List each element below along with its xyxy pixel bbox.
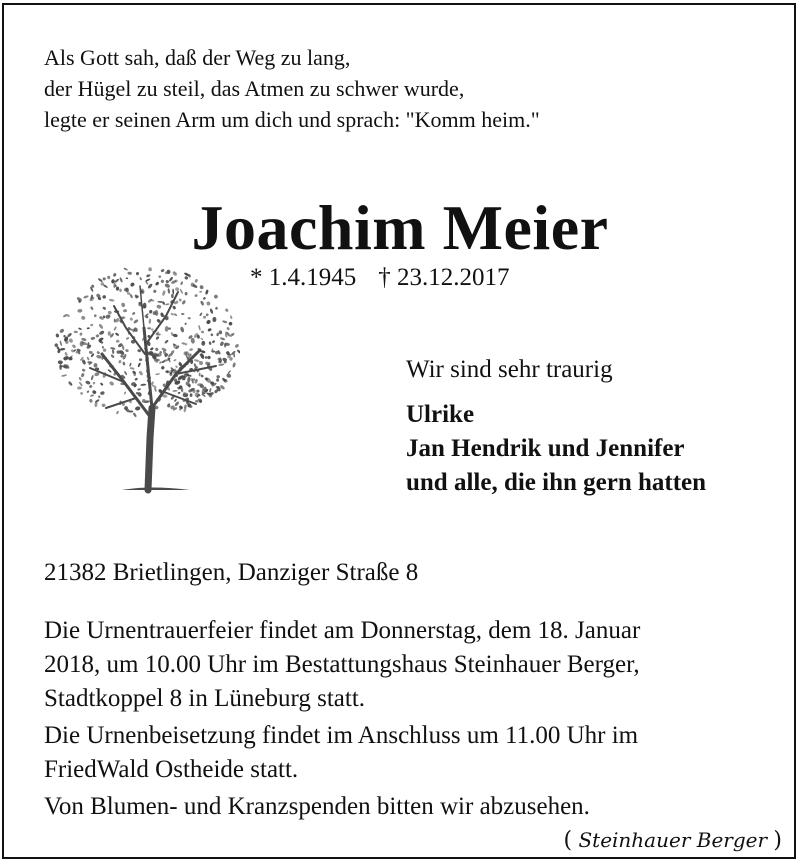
tree-leaf xyxy=(86,390,89,393)
tree-leaf xyxy=(170,312,174,316)
tree-leaf xyxy=(180,326,185,333)
tree-leaf xyxy=(137,362,141,367)
deceased-name: Joachim Meier xyxy=(191,192,609,263)
tree-leaf xyxy=(185,292,188,296)
mourner-names xyxy=(406,398,706,500)
tree-leaf xyxy=(78,327,82,330)
paragraph-line: Die Urnentrauerfeier findet am Donnerstag, dem 18. Januar xyxy=(44,617,641,644)
tree-leaf xyxy=(129,363,132,367)
tree-leaf xyxy=(187,317,191,320)
tree-leaf xyxy=(155,373,160,375)
tree-leaf xyxy=(181,313,185,315)
tree-leaf xyxy=(92,390,97,395)
tree-leaf xyxy=(190,337,195,343)
tree-leaf xyxy=(99,330,105,336)
tree-leaf xyxy=(122,361,125,365)
tree-leaf xyxy=(216,378,219,382)
tree-leaf xyxy=(222,357,228,362)
tree-leaf xyxy=(90,306,94,310)
burial-paragraph xyxy=(44,719,774,787)
tree-leaf xyxy=(98,323,104,329)
tree-leaf xyxy=(89,399,93,403)
tree-leaf xyxy=(180,281,183,285)
tree-leaf xyxy=(85,380,91,385)
tree-leaf xyxy=(139,358,143,361)
tree-leaf xyxy=(181,300,186,305)
tree-leaf xyxy=(72,344,77,349)
poem-line: der Hügel zu steil, das Atmen zu schwer wurde, xyxy=(44,76,465,101)
signature-text: Steinhauer Berger xyxy=(578,828,768,852)
tree-leaf xyxy=(160,365,165,370)
tree-leaf xyxy=(165,326,169,332)
tree-leaf xyxy=(199,285,204,290)
tree-leaf xyxy=(102,295,106,299)
tree-leaf xyxy=(116,286,120,290)
tree-leaf xyxy=(123,267,128,270)
tree-leaf xyxy=(160,279,164,283)
tree-leaf xyxy=(102,346,104,349)
tree-leaf xyxy=(201,330,205,333)
tree-leaf xyxy=(212,317,216,322)
tree-leaf xyxy=(196,389,200,393)
tree-leaf xyxy=(113,326,117,331)
tree-leaf xyxy=(105,314,111,320)
tree-leaf xyxy=(209,388,212,393)
tree-leaf xyxy=(232,362,236,368)
mourner-name: Jan Hendrik und Jennifer xyxy=(406,435,685,462)
tree-leaf xyxy=(100,382,104,386)
tree-leaf xyxy=(102,306,106,310)
tree-leaf xyxy=(226,326,230,330)
tree-leaf xyxy=(151,328,154,331)
tree-leaf xyxy=(78,381,83,386)
tree-leaf xyxy=(79,332,83,336)
tree-leaf xyxy=(121,302,126,307)
tree-leaf xyxy=(98,395,101,398)
tree-leaf xyxy=(178,392,181,394)
tree-leaf xyxy=(87,361,92,364)
tree-leaf xyxy=(175,287,180,291)
tree-leaf xyxy=(94,314,97,317)
tree-leaf xyxy=(156,304,162,309)
tree-leaf xyxy=(230,350,236,356)
tree-leaf xyxy=(212,340,216,344)
tree-leaf xyxy=(109,298,115,302)
tree-leaf xyxy=(130,367,135,370)
tree-leaf xyxy=(110,354,115,359)
tree-leaf xyxy=(183,404,187,409)
tree-leaf xyxy=(100,391,105,396)
tree-leaf xyxy=(140,383,146,386)
tree-leaf xyxy=(81,315,86,320)
tree-leaf xyxy=(116,340,120,343)
tree-leaf xyxy=(172,271,178,277)
tree-leaf xyxy=(203,315,207,318)
tree-leaf xyxy=(138,370,143,376)
tree-leaf xyxy=(147,327,151,329)
tree-leaf xyxy=(124,391,127,395)
tree-leaf xyxy=(127,272,132,275)
tree-leaf xyxy=(55,333,59,338)
tree-leaf xyxy=(237,349,240,354)
tree-leaf xyxy=(162,290,166,296)
tree-leaf xyxy=(167,288,170,294)
mourners-block xyxy=(406,352,706,500)
tree-leaf xyxy=(90,336,95,340)
tree-leaf xyxy=(59,364,62,370)
tree-leaf xyxy=(68,338,73,344)
tree-leaf xyxy=(173,359,176,362)
tree-leaf xyxy=(89,384,93,388)
tree-leaf xyxy=(206,319,212,325)
tree-leaf xyxy=(171,294,174,298)
tree-leaf xyxy=(74,331,78,334)
tree-leaf xyxy=(102,277,106,281)
tree-leaf xyxy=(60,348,66,351)
tree-leaf xyxy=(83,295,89,299)
tree-leaf xyxy=(194,359,200,363)
birth-date: * 1.4.1945 xyxy=(250,264,357,291)
tree-leaf xyxy=(115,332,120,336)
tree-leaf xyxy=(112,349,115,354)
mourning-statement: Wir sind sehr traurig xyxy=(406,356,613,383)
tree-leaf xyxy=(172,333,178,337)
tree-icon xyxy=(40,258,240,494)
tree-leaf xyxy=(58,360,63,364)
tree-leaf xyxy=(77,386,82,390)
paragraph-line: Stadtkoppel 8 in Lüneburg statt. xyxy=(44,685,366,712)
tree-leaf xyxy=(86,356,89,360)
tree-leaf xyxy=(148,267,152,272)
tree-leaf xyxy=(89,350,93,354)
tree-leaf xyxy=(213,294,218,299)
tree-leaf xyxy=(218,330,222,334)
tree-leaf xyxy=(103,348,107,352)
tree-leaf xyxy=(133,319,139,324)
tree-leaf xyxy=(123,309,127,313)
tree-leaf xyxy=(222,320,228,324)
tree-leaf xyxy=(220,337,226,341)
tree-leaf xyxy=(95,334,99,338)
tree-leaf xyxy=(172,289,174,295)
tree-leaf xyxy=(199,291,202,293)
tree-leaf xyxy=(155,281,160,286)
tree-leaf xyxy=(107,310,112,314)
tree-leaf xyxy=(90,394,95,397)
tree-leaf xyxy=(118,360,122,364)
tree-leaf xyxy=(204,356,208,360)
tree-leaf xyxy=(59,328,65,334)
tree-leaf xyxy=(126,337,130,340)
mourner-name: Ulrike xyxy=(406,401,475,428)
tree-leaf xyxy=(80,373,84,378)
tree-leaf xyxy=(109,381,115,387)
tree-leaf xyxy=(107,276,110,280)
tree-leaf xyxy=(107,369,112,373)
tree-leaf xyxy=(173,313,177,317)
death-date: † 23.12.2017 xyxy=(378,264,510,291)
signature-close: ) xyxy=(773,828,782,853)
tree-leaf xyxy=(78,377,82,381)
tree-leaf xyxy=(184,322,187,325)
flowers-note: Von Blumen- und Kranzspenden bitten wir abzusehen. xyxy=(44,793,590,820)
poem-line: legte er seinen Arm um dich und sprach: "Komm heim." xyxy=(44,107,540,132)
tree-leaf xyxy=(113,283,116,289)
tree-leaf xyxy=(126,277,129,279)
tree-leaf xyxy=(179,298,182,302)
tree-leaf xyxy=(102,403,106,407)
tree-leaf xyxy=(64,352,68,357)
tree-leaf xyxy=(164,283,171,289)
tree-leaf xyxy=(226,373,232,379)
tree-leaf xyxy=(206,301,210,306)
mourner-name: und alle, die ihn gern hatten xyxy=(406,469,707,496)
tree-leaf xyxy=(103,284,108,289)
tree-leaf xyxy=(228,321,233,326)
tree-leaf xyxy=(160,269,164,273)
tree-leaf xyxy=(145,278,151,282)
tree-leaf xyxy=(149,310,153,314)
tree-leaf xyxy=(216,375,220,379)
tree-leaf xyxy=(216,332,219,336)
tree-leaf xyxy=(155,336,160,341)
tree-leaf xyxy=(61,374,67,377)
tree-leaf xyxy=(203,297,207,301)
tree-leaf xyxy=(200,300,205,306)
tree-leaf xyxy=(208,341,211,345)
tree-leaf xyxy=(230,315,233,319)
service-info xyxy=(44,614,774,827)
tree-leaf xyxy=(159,361,162,364)
tree-leaf xyxy=(172,390,177,392)
tree-leaf xyxy=(184,276,189,281)
tree-leaf xyxy=(158,275,162,279)
tree-leaf xyxy=(151,381,154,385)
tree-leaf xyxy=(97,278,103,283)
tree-leaf xyxy=(116,411,120,415)
tree-leaf xyxy=(205,289,209,295)
tree-leaf xyxy=(146,274,151,278)
tree-leaf xyxy=(132,412,137,418)
tree-leaf xyxy=(137,388,141,391)
tree-leaf xyxy=(189,348,193,352)
tree-leaf xyxy=(209,308,213,314)
tree-leaf xyxy=(148,318,151,323)
tree-leaf xyxy=(134,377,138,381)
tree-leaf xyxy=(194,278,198,283)
paragraph-line: Die Urnenbeisetzung findet im Anschluss um 11.00 Uhr im xyxy=(44,722,639,749)
tree-leaf xyxy=(201,341,205,346)
tree-leaf xyxy=(135,406,141,411)
tree-leaf xyxy=(164,339,169,344)
tree-leaf xyxy=(136,272,139,275)
tree-leaf xyxy=(119,289,122,292)
tree-leaf xyxy=(96,351,100,355)
tree-leaf xyxy=(113,273,117,277)
tree-leaf xyxy=(200,374,204,378)
poem xyxy=(44,42,540,135)
tree-leaf xyxy=(108,331,111,336)
tree-leaf xyxy=(90,324,93,327)
tree-leaf xyxy=(68,381,73,387)
tree-leaf xyxy=(77,309,82,313)
tree-leaf xyxy=(215,306,219,310)
tree-leaf xyxy=(194,294,198,298)
tree-leaf xyxy=(199,372,201,376)
tree-leaf xyxy=(174,398,177,402)
tree-leaf xyxy=(155,347,159,351)
tree-leaf xyxy=(119,277,123,283)
tree-leaf xyxy=(154,387,157,392)
tree-leaf xyxy=(179,288,183,294)
tree-leaf xyxy=(81,368,85,372)
tree-leaf xyxy=(132,311,136,315)
tree-leaf xyxy=(59,340,62,346)
tree-leaf xyxy=(198,325,201,331)
paragraph-line: 2018, um 10.00 Uhr im Bestattungshaus Steinhauer Berger, xyxy=(44,651,640,678)
tree-leaf xyxy=(93,382,96,385)
tree-leaf xyxy=(150,347,154,351)
tree-leaf xyxy=(139,277,142,281)
tree-leaf xyxy=(93,363,97,368)
poem-line: Als Gott sah, daß der Weg zu lang, xyxy=(44,45,351,70)
tree-leaf xyxy=(219,341,224,347)
tree-leaf xyxy=(210,333,214,337)
signature-open: ( xyxy=(563,828,573,853)
tree-leaf xyxy=(172,305,176,310)
tree-leaf xyxy=(165,303,170,305)
tree-leaf xyxy=(225,308,229,312)
tree-leaf xyxy=(90,375,94,381)
tree-leaf xyxy=(114,278,120,283)
ceremony-paragraph xyxy=(44,614,774,716)
tree-leaf xyxy=(124,371,128,376)
tree-leaf xyxy=(165,280,169,284)
address: 21382 Brietlingen, Danziger Straße 8 xyxy=(44,559,419,586)
tree-leaf xyxy=(175,365,178,368)
tree-leaf xyxy=(125,349,129,352)
paragraph-line: FriedWald Ostheide statt. xyxy=(44,756,299,783)
tree-leaf xyxy=(207,328,212,332)
tree-leaf xyxy=(80,392,83,395)
tree-leaf xyxy=(129,317,133,321)
tree-leaf xyxy=(183,394,189,398)
tree-leaf xyxy=(199,312,203,316)
tree-leaf xyxy=(205,313,209,317)
tree-leaf xyxy=(218,363,224,366)
life-dates xyxy=(250,262,510,294)
tree-leaf xyxy=(165,272,167,275)
tree-leaf xyxy=(234,343,239,348)
tree-leaf xyxy=(153,289,157,293)
tree-leaf xyxy=(87,327,90,329)
tree-leaf xyxy=(189,393,192,397)
funeral-home-signature xyxy=(564,826,783,855)
tree-leaf xyxy=(200,337,203,340)
